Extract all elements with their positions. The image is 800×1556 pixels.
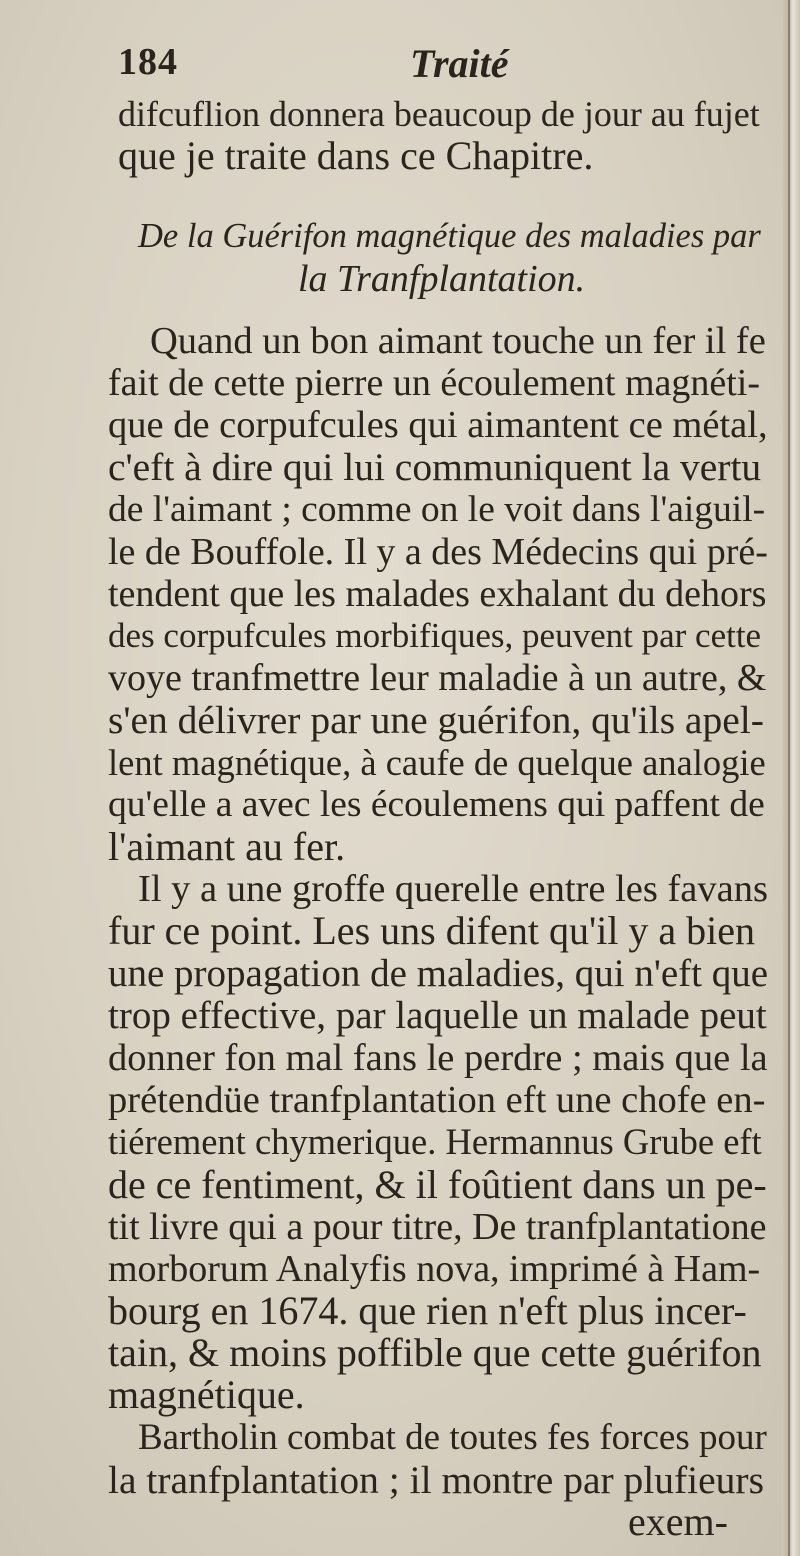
- text-line: magnétique.: [108, 1372, 305, 1417]
- text-line: Quand un bon aimant touche un fer il fe: [150, 320, 766, 362]
- text-line: lent magnétique, à caufe de quelque analogie: [108, 742, 766, 783]
- text-line: fait de cette pierre un écoulement magnéti-: [108, 362, 761, 404]
- text-line: prétendüe tranfplantation eft une chofe en-: [108, 1079, 766, 1121]
- page-header: [118, 40, 718, 90]
- text-line: la tranfplantation ; il montre par plufieurs: [108, 1458, 764, 1502]
- text-line: l'aimant au fer.: [108, 824, 346, 869]
- text-line: une propagation de maladies, qui n'eft que: [108, 952, 769, 995]
- text-line: tendent que les malades exhalant du dehors: [108, 573, 767, 615]
- text-line: le de Bouffole. Il y a des Médecins qui pré-: [108, 531, 768, 573]
- text-line: donner fon mal fans le perdre ; mais que la: [108, 1037, 768, 1079]
- text-line: que je traite dans ce Chapitre.: [118, 133, 594, 178]
- text-line: que de corpufcules qui aimantent ce métal,: [108, 404, 768, 446]
- page-edge-line: [788, 0, 790, 1556]
- text-line: qu'elle a avec les écoulemens qui paffent de: [108, 784, 765, 825]
- text-line: c'eft à dire qui lui communiquent la vertu: [108, 445, 762, 489]
- text-line: trop effective, par laquelle un malade peut: [108, 994, 767, 1037]
- text-line: voye tranfmettre leur maladie à un autre, &: [108, 657, 767, 699]
- text-line: tit livre qui a pour titre, De tranfplantatione: [108, 1206, 767, 1248]
- text-line: tain, & moins poffible que cette guérifon: [108, 1330, 762, 1375]
- text-line: morborum Analyfis nova, imprimé à Ham-: [108, 1248, 761, 1290]
- text-line: de ce fentiment, & il foûtient dans un pe-: [108, 1162, 767, 1207]
- text-line: s'en délivrer par une guérifon, qu'ils apel-: [108, 698, 764, 742]
- section-heading: De la Guérifon magnétique des maladies par: [138, 217, 761, 255]
- page-edge: [782, 0, 800, 1556]
- text-line: fur ce point. Les uns difent qu'il y a bien: [108, 908, 756, 953]
- text-line: de l'aimant ; comme on le voit dans l'aiguil-: [108, 489, 766, 530]
- text-line: difcuflion donnera beaucoup de jour au fujet: [118, 94, 760, 134]
- text-line: exem-: [628, 1499, 728, 1544]
- text-line: Il y a une groffe querelle entre les favans: [138, 868, 768, 910]
- text-line: tiérement chymerique. Hermannus Grube eft: [108, 1121, 762, 1162]
- page-number: 184: [118, 41, 178, 83]
- section-heading: la Tranfplantation.: [298, 258, 586, 300]
- text-line: bourg en 1674. que rien n'eft plus incer-: [108, 1288, 747, 1333]
- running-title: Traité: [410, 41, 509, 86]
- text-line: des corpufcules morbifiques, peuvent par cette: [108, 616, 762, 655]
- text-line: Bartholin combat de toutes fes forces pour: [138, 1417, 767, 1458]
